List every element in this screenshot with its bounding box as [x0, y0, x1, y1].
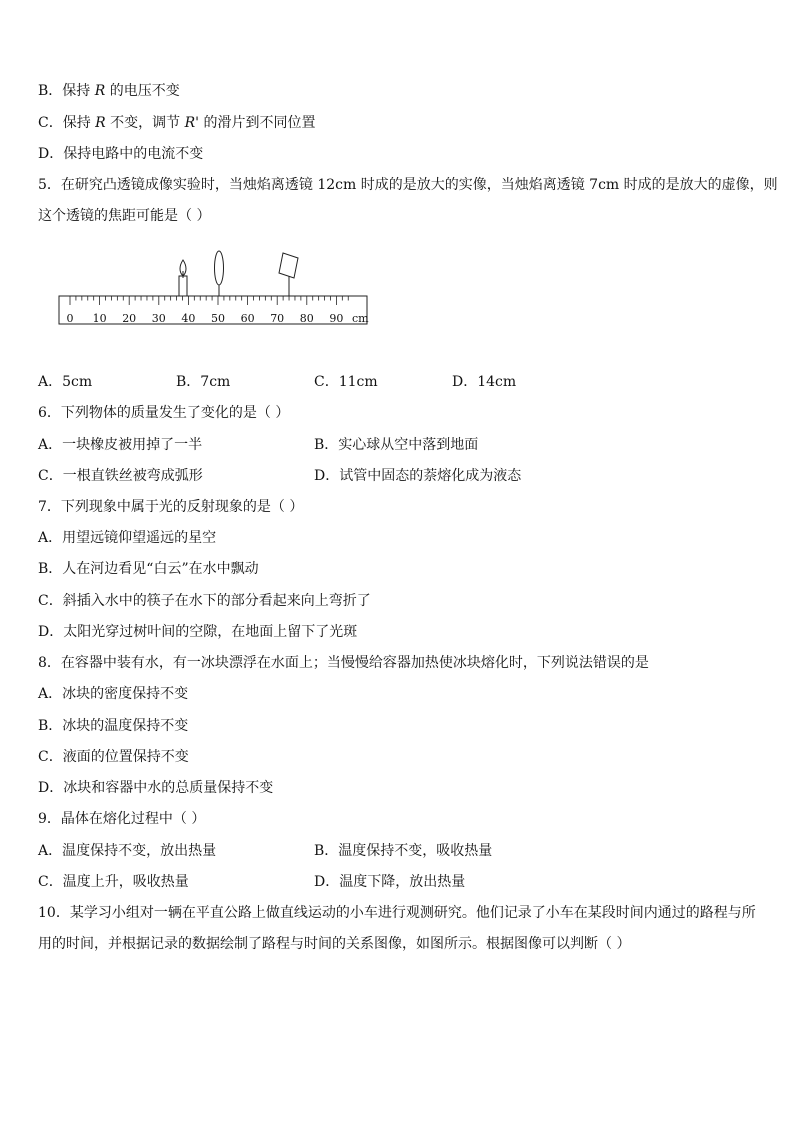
- q4-option-d: D．保持电路中的电流不变: [38, 146, 204, 162]
- q6-option-a: A．一块橡皮被用掉了一半: [38, 437, 203, 453]
- q9-option-d: D．温度下降，放出热量: [314, 874, 466, 890]
- q6-option-c: C．一根直铁丝被弯成弧形: [38, 468, 203, 484]
- ruler-tick-label: 40: [181, 312, 196, 325]
- ruler-tick-label: 70: [270, 312, 285, 325]
- q7-option-b: B．人在河边看见“白云”在水中飘动: [38, 561, 259, 577]
- q5-option-b: B．7cm: [176, 374, 231, 390]
- q9-option-b: B．温度保持不变，吸收热量: [314, 843, 493, 859]
- ruler-tick-label: 10: [92, 312, 107, 325]
- ruler-tick-label: 20: [122, 312, 137, 325]
- ruler-tick-label: 60: [240, 312, 255, 325]
- q8-option-c: C．液面的位置保持不变: [38, 749, 189, 765]
- convex-lens: [215, 251, 224, 296]
- q5-stem-line1: 5．在研究凸透镜成像实验时，当烛焰离透镜 12cm 时成的是放大的实像，当烛焰离透镜 7cm 时成的是放大的虚像，则: [38, 177, 778, 193]
- candle: [179, 260, 187, 296]
- ruler-tick-label: 50: [211, 312, 225, 325]
- q9-option-a: A．温度保持不变，放出热量: [38, 843, 217, 859]
- q5-option-d: D．14cm: [452, 374, 517, 390]
- ruler-tick-label: 90: [329, 312, 344, 325]
- q6-option-b: B．实心球从空中落到地面: [314, 437, 479, 453]
- q8-option-b: B．冰块的温度保持不变: [38, 718, 189, 734]
- q4-option-c: C．保持 R 不变，调节 R' 的滑片到不同位置: [38, 115, 316, 131]
- q7-option-c: C．斜插入水中的筷子在水下的部分看起来向上弯折了: [38, 593, 371, 609]
- q6-stem: 6．下列物体的质量发生了变化的是（ ）: [38, 405, 290, 421]
- q5-option-c: C．11cm: [314, 374, 378, 390]
- q9-option-c: C．温度上升，吸收热量: [38, 874, 189, 890]
- q8-option-d: D．冰块和容器中水的总质量保持不变: [38, 780, 274, 796]
- q9-stem: 9．晶体在熔化过程中（ ）: [38, 811, 206, 827]
- ruler-tick-label: 30: [151, 312, 166, 325]
- ruler-unit-label: cm: [352, 312, 369, 325]
- q7-stem: 7．下列现象中属于光的反射现象的是（ ）: [38, 499, 304, 515]
- ruler-tick-label: 0: [66, 312, 74, 325]
- optical-bench-figure: [56, 238, 376, 338]
- q7-option-d: D．太阳光穿过树叶间的空隙，在地面上留下了光斑: [38, 624, 358, 640]
- q5-stem-line2: 这个透镜的焦距可能是（ ）: [38, 208, 211, 224]
- ruler-tick-label: 80: [299, 312, 314, 325]
- q5-option-a: A．5cm: [38, 374, 93, 390]
- light-screen: [279, 253, 298, 296]
- q10-stem-line1: 10．某学习小组对一辆在平直公路上做直线运动的小车进行观测研究。他们记录了小车在某段时间内通过的路程与所: [38, 905, 756, 921]
- q10-stem-line2: 用的时间，并根据记录的数据绘制了路程与时间的关系图像，如图所示。根据图像可以判断（ ）: [38, 936, 631, 952]
- q8-stem: 8．在容器中装有水，有一冰块漂浮在水面上；当慢慢给容器加热使冰块熔化时，下列说法错误的是: [38, 655, 649, 671]
- q7-option-a: A．用望远镜仰望遥远的星空: [38, 530, 217, 546]
- q8-option-a: A．冰块的密度保持不变: [38, 686, 189, 702]
- q6-option-d: D．试管中固态的萘熔化成为液态: [314, 468, 522, 484]
- q4-option-b: B．保持 R 的电压不变: [38, 83, 180, 99]
